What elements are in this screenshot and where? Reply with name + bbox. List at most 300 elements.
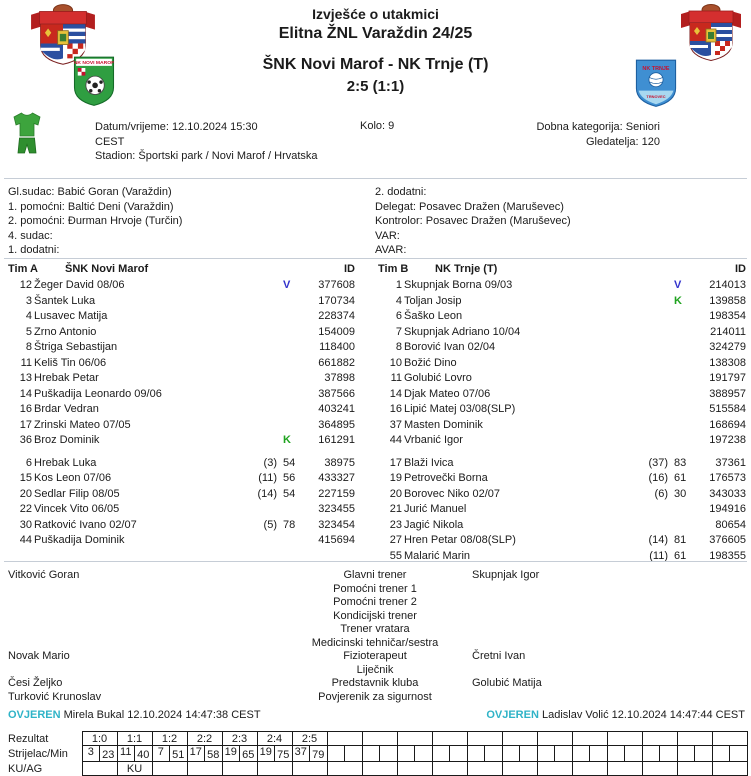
substituted-for: [634, 387, 668, 403]
result-cell: 2:3: [222, 732, 257, 746]
player-number: 5: [25, 325, 32, 338]
player-row: [8, 518, 355, 534]
substitution-minute: 30: [674, 487, 687, 500]
staff-row: [8, 650, 743, 664]
player-id: 376605: [709, 534, 746, 546]
scorer-minute-cell: [222, 746, 257, 762]
player-row: [378, 471, 746, 487]
player-row: [378, 518, 746, 534]
home-club-crest-icon: [72, 55, 116, 107]
player-id: 161291: [318, 434, 355, 446]
player-row: [378, 456, 746, 472]
goal-scorer-number: [328, 746, 345, 761]
substituted-for: [243, 387, 277, 403]
player-id: 387566: [318, 387, 355, 400]
team-b-substitutes: [378, 456, 746, 565]
player-id: 415694: [318, 534, 355, 546]
kuag-cell: [152, 762, 187, 776]
county-crest-right-icon: [678, 3, 744, 65]
kuag-cell: KU: [117, 762, 152, 776]
goal-minute: [414, 746, 432, 761]
player-number: 55: [389, 549, 402, 562]
player-id: 191797: [709, 372, 746, 384]
result-cell: [397, 732, 432, 746]
player-number: 20: [19, 487, 32, 500]
scorer-minute-cell: [607, 746, 642, 762]
result-cell: 1:1: [117, 732, 152, 746]
player-row: [378, 402, 746, 418]
team-a-label: Tim A: [8, 263, 38, 275]
player-name: Borovec Niko 02/07: [404, 487, 500, 500]
player-row: [378, 340, 746, 356]
player-row: [378, 371, 746, 387]
player-number: 7: [395, 325, 402, 338]
official-line: 4. sudac:: [8, 229, 53, 242]
staff-row: [8, 637, 743, 651]
kuag-cell: [712, 762, 747, 776]
player-name: Masten Dominik: [404, 418, 483, 431]
team-b-id-header: ID: [735, 263, 746, 275]
substitution-minute: [668, 502, 694, 518]
kuag-cell: [502, 762, 537, 776]
official-line: 1. dodatni:: [8, 244, 60, 257]
staff-home-name: Vitković Goran: [8, 569, 80, 581]
player-name: Brdar Vedran: [34, 403, 99, 415]
goal-scorer-number: [503, 746, 520, 761]
player-number: 30: [19, 518, 32, 531]
scorer-minute-cell: [537, 746, 572, 762]
substituted-for: [243, 502, 277, 518]
substituted-for: [634, 340, 668, 356]
substituted-for: [243, 325, 277, 341]
player-row: [378, 387, 746, 403]
player-row: [8, 371, 355, 387]
staff-away-name: [455, 637, 743, 651]
goal-minute: [589, 746, 607, 761]
player-id: 343033: [709, 487, 746, 500]
scorer-minute-cell: [152, 746, 187, 762]
scorer-minute-row: [8, 746, 747, 762]
player-id: 154009: [318, 325, 355, 338]
player-row: [378, 309, 746, 325]
away-crest-text: NK TRNJE: [642, 65, 670, 72]
substitution-minute: [668, 371, 694, 387]
goal-scorer-number: [398, 746, 415, 761]
substitution-minute: [668, 309, 694, 325]
kuag-cell: [187, 762, 222, 776]
player-name: Lipić Matej 03/08(SLP): [404, 403, 516, 415]
player-id: 139858: [709, 294, 746, 307]
player-id: 37361: [715, 456, 746, 469]
substituted-for: [243, 371, 277, 387]
player-row: [378, 418, 746, 434]
scorer-minute-cell: [327, 746, 362, 762]
scorer-minute-cell: [117, 746, 152, 762]
scorer-minute-cell: [467, 746, 502, 762]
substituted-for: [243, 533, 277, 549]
goal-scorer-number: [713, 746, 730, 761]
player-name: Hrebak Luka: [34, 456, 97, 469]
player-id: 323455: [318, 503, 355, 515]
player-number: 6: [395, 310, 402, 322]
player-name: Hren Petar 08/08(SLP): [404, 534, 516, 546]
player-id: 80654: [715, 518, 746, 531]
result-cell: [677, 732, 712, 746]
substitution-minute: [668, 518, 694, 534]
result-cell: 2:2: [187, 732, 222, 746]
player-id: 323454: [318, 518, 355, 531]
player-id: 37898: [324, 372, 355, 384]
staff-row: [8, 677, 743, 691]
player-name: Zrinski Mateo 07/05: [34, 418, 131, 431]
substituted-for: [634, 278, 668, 294]
officials-left-column: [8, 185, 182, 258]
player-number: 37: [389, 418, 402, 431]
player-number: 16: [19, 403, 32, 415]
scorer-minute-cell: [292, 746, 327, 762]
goalkeeper-badge: V: [674, 279, 682, 291]
category-attendance-block: [536, 120, 660, 149]
kuag-cell: [397, 762, 432, 776]
scorer-minute-cell: [187, 746, 222, 762]
player-name: Jurić Manuel: [404, 503, 467, 515]
timezone-line: CEST: [95, 135, 125, 148]
kuag-cell: [222, 762, 257, 776]
player-id: 377608: [318, 279, 355, 291]
staff-away-name: [455, 691, 743, 705]
team-a-id-header: ID: [344, 263, 355, 275]
goal-scorer-number: 37: [294, 746, 307, 758]
substitution-minute: [277, 533, 303, 549]
team-a-name: ŠNK Novi Marof: [65, 263, 149, 275]
result-cell: [572, 732, 607, 746]
result-cell: 2:5: [292, 732, 327, 746]
substituted-for: [634, 418, 668, 434]
substitution-minute: [668, 325, 694, 341]
result-cell: 1:2: [152, 732, 187, 746]
scorer-minute-cell: [642, 746, 677, 762]
score-grid-label: KU/AG: [8, 762, 43, 775]
player-number: 14: [19, 387, 32, 400]
substitution-minute: [277, 502, 303, 518]
player-number: 3: [25, 294, 32, 307]
home-crest-text: NK NOVI MAROF: [73, 60, 115, 67]
player-id: 214011: [710, 325, 746, 338]
player-id: 198354: [709, 310, 746, 322]
match-info-block: [95, 120, 318, 164]
staff-home-name: Novak Mario: [8, 650, 70, 662]
result-cell: [712, 732, 747, 746]
away-club-crest-icon: [634, 58, 678, 108]
player-id: 194916: [709, 503, 746, 515]
player-number: 11: [20, 356, 32, 369]
player-name: Vincek Vito 06/05: [34, 503, 120, 515]
staff-home-name: [8, 664, 295, 678]
staff-role-label: Kondicijski trener: [333, 609, 417, 622]
player-row: [8, 340, 355, 356]
scorer-minute-cell: [82, 746, 117, 762]
player-name: Lusavec Matija: [34, 310, 108, 322]
player-name: Žeger David 08/06: [34, 279, 125, 291]
player-row: [378, 533, 746, 549]
substitution-minute: [277, 418, 303, 434]
player-id: 214013: [709, 279, 746, 291]
result-cell: [432, 732, 467, 746]
player-row: [8, 433, 355, 449]
substitution-minute: [668, 402, 694, 418]
team-b-name: NK Trnje (T): [435, 263, 498, 275]
team-b-roster: [378, 261, 746, 564]
player-row: [8, 502, 355, 518]
player-name: Golubić Lovro: [404, 372, 472, 384]
score-result-row: [8, 732, 747, 746]
score-grid-label: Strijelac/Min: [8, 747, 68, 760]
goal-scorer-number: [363, 746, 380, 761]
substituted-for: (3): [263, 456, 277, 469]
staff-row: [8, 691, 743, 705]
player-name: Jagić Nikola: [404, 518, 464, 531]
substitution-minute: [277, 340, 303, 356]
staff-row: [8, 664, 743, 678]
substituted-for: [243, 294, 277, 310]
staff-row: [8, 569, 743, 583]
staff-away-name: [455, 623, 743, 637]
player-row: [8, 387, 355, 403]
team-b-header: [378, 261, 746, 278]
result-cell: 1:0: [82, 732, 117, 746]
staff-away-name: [455, 610, 743, 624]
divider-top: [4, 178, 747, 179]
team-a-substitutes: [8, 456, 355, 549]
player-badge-cell: [277, 278, 303, 294]
certification-row: [8, 709, 745, 723]
staff-section: [8, 569, 743, 704]
player-number: 27: [389, 534, 402, 546]
player-number: 4: [25, 310, 32, 322]
result-cell: [502, 732, 537, 746]
result-cell: [467, 732, 502, 746]
attendance-label: Gledatelja: 120: [586, 135, 660, 148]
home-kit-icon: [12, 111, 42, 161]
staff-home-name: [8, 637, 295, 651]
player-badge-cell: [277, 433, 303, 449]
substituted-for: (5): [263, 518, 277, 531]
player-number: 17: [19, 418, 32, 431]
substituted-for: [634, 309, 668, 325]
staff-home-name: Turković Krunoslav: [8, 690, 102, 703]
player-number: 21: [389, 503, 402, 515]
substituted-for: [634, 402, 668, 418]
staff-role-label: Predstavnik kluba: [331, 677, 419, 689]
goal-scorer-number: [608, 746, 625, 761]
staff-role-label: Medicinski tehničar/sestra: [311, 636, 439, 649]
substituted-for: (11): [258, 472, 277, 484]
player-number: 12: [19, 279, 32, 291]
player-id: 324279: [709, 341, 746, 353]
player-id: 364895: [318, 418, 355, 431]
substituted-for: [243, 402, 277, 418]
substituted-for: (11): [649, 549, 668, 562]
substitution-minute: 83: [674, 456, 687, 469]
substitution-minute: [277, 402, 303, 418]
scorer-minute-cell: [712, 746, 747, 762]
player-row: [8, 309, 355, 325]
official-line: VAR:: [375, 229, 400, 242]
certification-away: [486, 709, 745, 721]
player-row: [8, 294, 355, 310]
player-row: [378, 487, 746, 503]
player-row: [8, 402, 355, 418]
result-cell: [327, 732, 362, 746]
substituted-for: [243, 278, 277, 294]
goal-minute: [449, 746, 467, 761]
player-number: 14: [389, 387, 402, 400]
player-id: 433327: [318, 472, 355, 484]
substitution-minute: [277, 309, 303, 325]
certification-home: [8, 709, 261, 721]
substitution-minute: 61: [674, 549, 687, 562]
player-row: [8, 278, 355, 294]
substituted-for: [243, 309, 277, 325]
player-number: 19: [389, 472, 402, 484]
substitution-minute: [668, 433, 694, 449]
staff-away-name: [455, 664, 743, 678]
substitution-minute: [277, 387, 303, 403]
staff-role-label: Pomoćni trener 2: [333, 596, 417, 608]
player-name: Petrovečki Borna: [404, 472, 488, 484]
goal-scorer-number: 3: [87, 746, 94, 758]
player-id: 38975: [324, 456, 355, 469]
substitution-minute: [277, 371, 303, 387]
official-line: 2. dodatni:: [375, 186, 427, 198]
substitution-minute: [277, 325, 303, 341]
kuag-cell: [467, 762, 502, 776]
kuag-cell: [432, 762, 467, 776]
goal-minute: [379, 746, 397, 761]
goalkeeper-badge: V: [283, 279, 291, 291]
report-title: Izvješće o utakmici: [312, 6, 439, 22]
player-number: 8: [395, 341, 402, 353]
report-header: [120, 6, 631, 95]
substitution-minute: [277, 294, 303, 310]
kuag-cell: [82, 762, 117, 776]
substituted-for: [634, 356, 668, 372]
player-number: 17: [389, 456, 402, 469]
scorer-minute-cell: [432, 746, 467, 762]
staff-away-name: Golubić Matija: [472, 677, 542, 689]
substitution-minute: 54: [283, 487, 296, 500]
substituted-for: (37): [648, 456, 668, 469]
staff-row: [8, 583, 743, 597]
player-number: 44: [389, 434, 402, 446]
staff-home-name: [8, 610, 295, 624]
goal-minute: [694, 746, 712, 761]
result-cell: [537, 732, 572, 746]
player-number: 15: [19, 472, 32, 484]
substitution-minute: 56: [283, 472, 296, 484]
goal-scorer-number: [643, 746, 660, 761]
player-name: Šaško Leon: [404, 310, 463, 322]
kuag-cell: [677, 762, 712, 776]
substitution-minute: [668, 418, 694, 434]
player-number: 11: [390, 372, 402, 384]
goal-minute: 65: [239, 746, 257, 761]
certified-badge-home: OVJEREN: [8, 709, 61, 721]
goal-minute: 51: [169, 746, 187, 761]
officials-right-column: [375, 185, 571, 258]
substituted-for: [634, 518, 668, 534]
staff-row: [8, 610, 743, 624]
goal-scorer-number: 17: [189, 746, 202, 758]
goal-minute: 23: [99, 746, 117, 761]
staff-role-label: Fizioterapeut: [343, 650, 407, 662]
player-row: [378, 278, 746, 294]
team-b-starters: [378, 278, 746, 449]
player-number: 44: [19, 534, 32, 546]
player-name: Sedlar Filip 08/05: [34, 487, 120, 500]
goal-minute: [519, 746, 537, 761]
player-name: Keliš Tin 06/06: [34, 356, 107, 369]
goal-scorer-number: 7: [157, 746, 164, 758]
score-progression-table: [8, 731, 748, 776]
player-name: Vrbanić Igor: [404, 434, 463, 446]
player-id: 227159: [318, 487, 355, 500]
player-number: 10: [389, 356, 402, 369]
player-name: Djak Mateo 07/06: [404, 387, 491, 400]
player-name: Blaži Ivica: [404, 456, 454, 469]
goal-minute: [729, 746, 747, 761]
player-name: Skupnjak Borna 09/03: [404, 279, 513, 291]
goal-scorer-number: 11: [120, 746, 132, 758]
substitution-minute: [277, 356, 303, 372]
player-id: 388957: [709, 387, 746, 400]
round-label: Kolo: 9: [360, 120, 395, 132]
substitution-minute: 61: [674, 472, 687, 484]
kuag-cell: [537, 762, 572, 776]
kuag-cell: [362, 762, 397, 776]
substituted-for: (14): [648, 534, 668, 546]
player-row: [378, 356, 746, 372]
player-name: Hrebak Petar: [34, 372, 99, 384]
substitution-minute: 81: [674, 534, 687, 546]
player-number: 8: [25, 341, 32, 353]
goal-scorer-number: [468, 746, 485, 761]
staff-away-name: Čretni Ivan: [472, 650, 526, 662]
player-number: 16: [389, 403, 402, 415]
player-name: Šantek Luka: [34, 294, 96, 307]
player-name: Skupnjak Adriano 10/04: [404, 325, 521, 338]
substituted-for: [634, 371, 668, 387]
player-number: 23: [389, 518, 402, 531]
player-id: 661882: [318, 356, 355, 369]
official-line: 2. pomoćni: Đurman Hrvoje (Turčin): [8, 215, 183, 228]
player-row: [378, 294, 746, 310]
player-badge-cell: [668, 278, 694, 294]
result-cell: [642, 732, 677, 746]
player-id: 197238: [709, 434, 746, 446]
player-row: [8, 471, 355, 487]
substitution-minute: 78: [283, 518, 296, 531]
player-name: Štriga Sebastijan: [34, 341, 118, 353]
kuag-cell: [292, 762, 327, 776]
divider-rosters: [4, 561, 747, 562]
goal-minute: [624, 746, 642, 761]
player-number: 1: [395, 279, 402, 291]
player-name: Puškadija Dominik: [34, 534, 125, 546]
goal-scorer-number: [678, 746, 695, 761]
player-name: Ratković Ivano 02/07: [34, 518, 137, 531]
player-name: Malarić Marin: [404, 549, 471, 562]
